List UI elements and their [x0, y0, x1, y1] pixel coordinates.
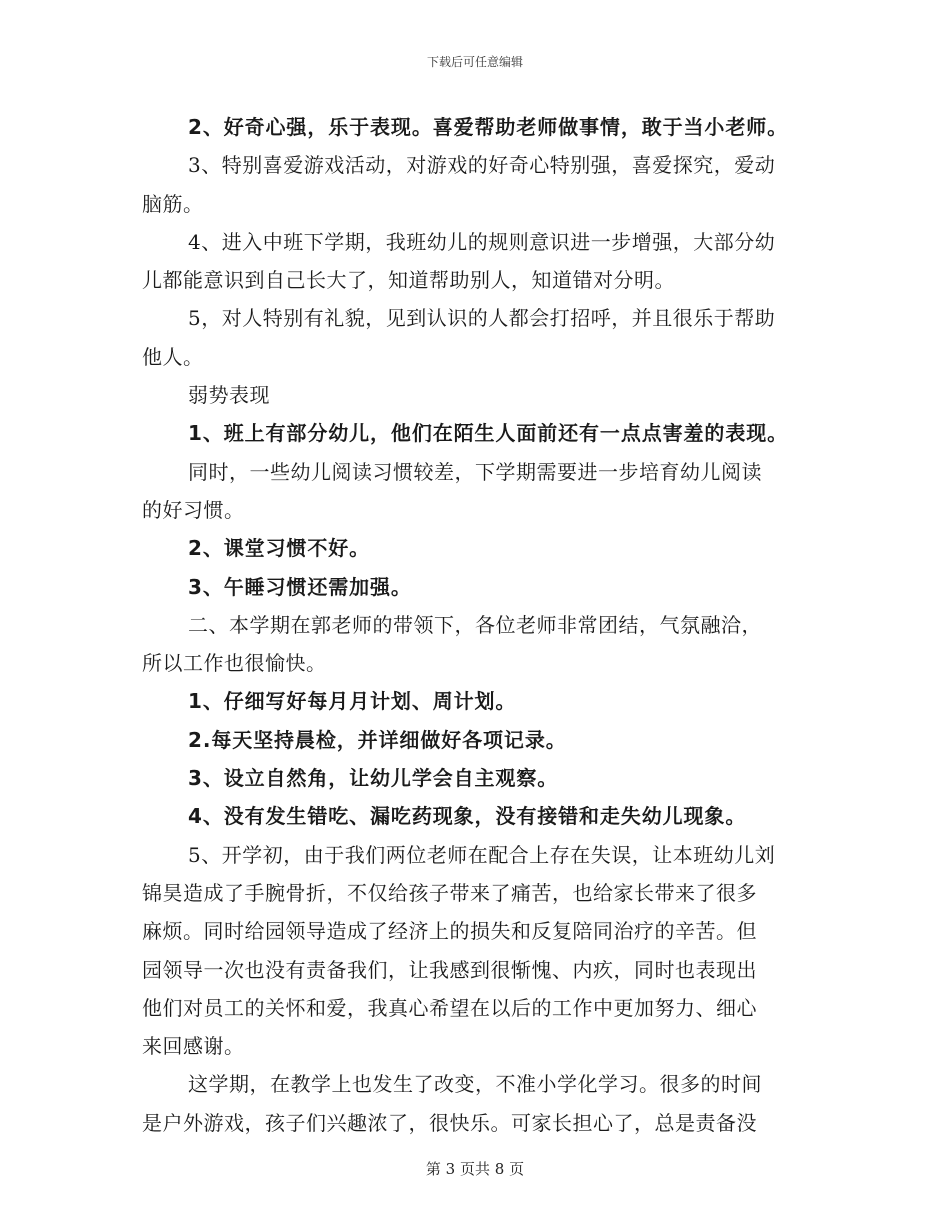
paragraph-line: 这学期，在教学上也发生了改变，不准小学化学习。很多的时间 — [188, 1072, 762, 1097]
page-header: 下载后可任意编辑 — [426, 55, 523, 69]
paragraph-line: 同时，一些幼儿阅读习惯较差，下学期需要进一步培育幼儿阅读 — [188, 459, 762, 484]
paragraph-line: 他们对员工的关怀和爱，我真心希望在以后的工作中更加努力、细心 — [142, 995, 757, 1020]
paragraph-line: 二、本学期在郭老师的带领下，各位老师非常团结，气氛融洽， — [188, 612, 762, 637]
paragraph-line: 弱势表现 — [188, 383, 270, 408]
document-body — [142, 108, 812, 1142]
paragraph-line: 5、开学初，由于我们两位老师在配合上存在失误，让本班幼儿刘 — [188, 842, 776, 867]
paragraph-line: 儿都能意识到自己长大了，知道帮助别人，知道错对分明。 — [142, 268, 675, 293]
paragraph-line: 5，对人特别有礼貌，见到认识的人都会打招呼，并且很乐于帮助 — [188, 306, 776, 331]
paragraph-line: 是户外游戏，孩子们兴趣浓了，很快乐。可家长担心了，总是责备没 — [142, 1110, 757, 1135]
paragraph-line: 3、特别喜爱游戏活动，对游戏的好奇心特别强，喜爱探究，爱动 — [188, 153, 776, 178]
paragraph-line: 麻烦。同时给园领导造成了经济上的损失和反复陪同治疗的辛苦。但 — [142, 919, 757, 944]
paragraph-line: 来回感谢。 — [142, 1034, 245, 1059]
bold-paragraph-line: 3、午睡习惯还需加强。 — [188, 574, 412, 599]
paragraph-line: 的好习惯。 — [142, 497, 245, 522]
page-footer: 第 3 页共 8 页 — [425, 1160, 525, 1178]
bold-paragraph-line: 1、班上有部分幼儿，他们在陌生人面前还有一点点害羞的表现。 — [188, 421, 789, 446]
paragraph-line: 脑筋。 — [142, 191, 204, 216]
bold-paragraph-line: 1、仔细写好每月月计划、周计划。 — [188, 689, 517, 714]
paragraph-line: 4、进入中班下学期，我班幼儿的规则意识进一步增强，大部分幼 — [188, 229, 776, 254]
bold-paragraph-line: 4、没有发生错吃、漏吃药现象，没有接错和走失幼儿现象。 — [188, 804, 747, 829]
paragraph-line: 所以工作也很愉快。 — [142, 651, 327, 676]
paragraph-line: 锦昊造成了手腕骨折，不仅给孩子带来了痛苦，也给家长带来了很多 — [142, 880, 757, 905]
bold-paragraph-line: 2、好奇心强，乐于表现。喜爱帮助老师做事情，敢于当小老师。 — [188, 115, 789, 139]
paragraph-line: 他人。 — [142, 344, 204, 369]
bold-paragraph-line: 2.每天坚持晨检，并详细做好各项记录。 — [188, 727, 567, 752]
bold-paragraph-line: 3、设立自然角，让幼儿学会自主观察。 — [188, 766, 559, 791]
paragraph-line: 园领导一次也没有责备我们，让我感到很惭愧、内疚，同时也表现出 — [142, 957, 757, 982]
bold-paragraph-line: 2、课堂习惯不好。 — [188, 536, 371, 561]
